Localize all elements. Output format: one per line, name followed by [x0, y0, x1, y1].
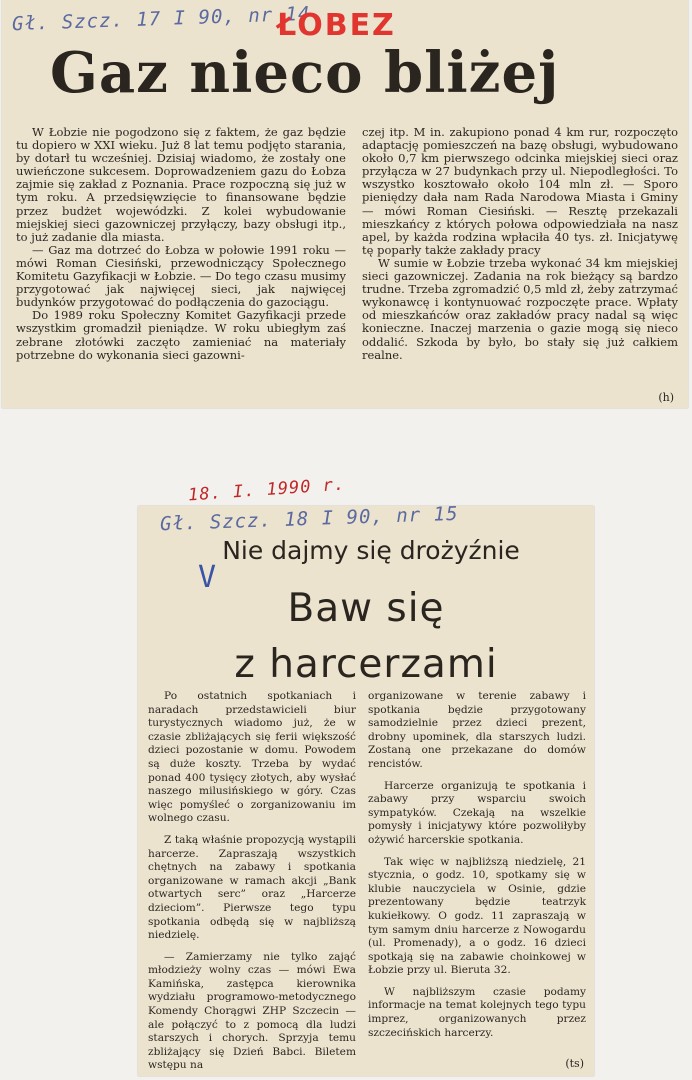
paragraph: W Łobzie nie pogodzono się z faktem, że gaz będzie tu dopiero w XXI wieku. Już 8 lat temu podjęto starania, by dotarł tu wcześniej. Dzisiaj wiadomo, że zostały one uwieńczone sukcesem. Doprowadzeniem gazu do Łobza zajmie się zakład z Poznania. Prace rozpoczną się już w tym roku. A przedsięwzięcie to finansowane będzie przez budżet wojewódzki. Z kolei wybudowanie miejskiej sieci gazowniczej przyłączy, bazy obsługi itp., to już zadanie dla miasta.	[16, 125, 346, 244]
newspaper-clipping-harcerze	[138, 474, 594, 1076]
article-column-2	[362, 126, 678, 362]
article-column-1	[148, 690, 356, 1073]
article-column-2	[368, 690, 586, 1040]
paragraph: organizowane w terenie zabawy i spotkania będzie przygotowany samodzielnie przez dzieci prezent, drobny upominek, dla starszych ludzi. Zostaną one przekazane do domów rencistów.	[368, 690, 586, 770]
handwritten-check-mark: V	[198, 560, 217, 595]
author-signature: (h)	[658, 391, 674, 404]
article-headline-line-1: Baw się	[287, 586, 445, 631]
article-column-1	[16, 126, 346, 362]
article-kicker: Nie dajmy się drożyźnie	[222, 536, 520, 565]
newspaper-clipping-gaz	[2, 0, 688, 408]
paragraph: — Zamierzamy nie tylko zająć młodzieży wolny czas — mówi Ewa Kamińska, zastępca kierownika wydziału programowo-metodycznego Komendy Chorągwi ZHP Szczecin — ale połączyć to z pomocą dla ludzi starszych i chorych. Sprzyja temu zbliżający się Dzień Babci. Biletem wstępu na	[148, 950, 356, 1072]
author-signature: (ts)	[565, 1057, 584, 1070]
paragraph: Z taką właśnie propozycją wystąpili harcerze. Zapraszają wszystkich chętnych na zabawy i spotkania organizowane w ramach akcji „Bank otwartych serc” oraz „Harcerze dzieciom”. Pierwsze tego typu spotkania odbędą się w najbliższą niedzielę.	[148, 833, 356, 942]
paragraph: Po ostatnich spotkaniach i naradach przedstawicieli biur turystycznych wiadomo już, że w czasie zbliżających się ferii większość dzieci pozostanie w domu. Powodem są duże koszty. Trzeba by wydać ponad 400 tysięcy złotych, aby wysłać naszego milusińskiego w góry. Czas więc pomyśleć o zorganizowaniu im wolnego czasu.	[148, 690, 356, 825]
handwritten-date: 18. I. 1990 r.	[187, 474, 346, 506]
paragraph: Do 1989 roku Społeczny Komitet Gazyfikacji przede wszystkim gromadził pieniądze. W roku ubiegłym zaś zebrane złotówki zaczęto zamieniać na materiały potrzebne do wykonania sieci gazowni-	[16, 308, 346, 362]
paragraph: Tak więc w najbliższą niedzielę, 21 stycznia, o godz. 10, spotkamy się w klubie nauczyciela w Osinie, gdzie prezentowany będzie teatrzyk kukiełkowy. O godz. 11 zapraszają w tym samym dniu harcerze z Nowogardu (ul. Promenady), a o godz. 16 dzieci spotkają się na zabawie choinkowej w Łobzie przy ul. Bieruta 32.	[368, 855, 586, 977]
handwritten-reference: Gł. Szcz. 17 I 90, nr 14	[11, 2, 311, 36]
paragraph: Harcerze organizują te spotkania i zabawy przy wsparciu swoich sympatyków. Czekają na wszelkie pomysły i inicjatywy które pozwoliłyby ożywić harcerskie spotkania.	[368, 779, 586, 846]
paragraph: W najbliższym czasie podamy informacje na temat kolejnych tego typu imprez, organizowanych przez szczecińskich harcerzy.	[368, 985, 586, 1039]
paragraph: czej itp. M in. zakupiono ponad 4 km rur, rozpoczęto adaptację pomieszczeń na bazę obsługi, wybudowano około 0,7 km pierwszego odcinka miejskiej sieci oraz przyłącza w 27 budynkach przy ul. Niepodległości. To wszystko kosztowało około 104 mln zł. — Sporo pieniędzy dała nam Rada Narodowa Miasta i Gminy — mówi Roman Ciesiński. — Resztę przekazali mieszkańcy z których połowa odpowiedziała na nasz apel, by każda rodzina wpłaciła 40 tys. zł. Inicjatywę tę poparły także zakłady pracy	[362, 125, 678, 257]
section-kicker: ŁOBEZ	[277, 8, 396, 43]
article-headline: Gaz nieco bliżej	[50, 40, 560, 106]
article-headline-line-2: z harcerzami	[234, 642, 498, 687]
paragraph: W sumie w Łobzie trzeba wykonać 34 km miejskiej sieci gazowniczej. Zadania na rok bieżący są bardzo trudne. Trzeba zgromadzić 0,5 mld zł, żeby zatrzymać wykonawcę i kontynuować rozpoczęte prace. Wpłaty od mieszkańców oraz zakładów pracy nadal są więc konieczne. Inaczej marzenia o gazie mogą się nieco oddalić. Szkoda by było, bo stały się już całkiem realne.	[362, 255, 678, 362]
paragraph: — Gaz ma dotrzeć do Łobza w połowie 1991 roku — mówi Roman Ciesiński, przewodniczący Społecznego Komitetu Gazyfikacji w Łobzie. — Do tego czasu musimy przygotować jak najwięcej sieci, jak najwięcej budynków przygotować do podłączenia do gazociągu.	[16, 242, 346, 310]
handwritten-reference: Gł. Szcz. 18 I 90, nr 15	[159, 502, 459, 536]
